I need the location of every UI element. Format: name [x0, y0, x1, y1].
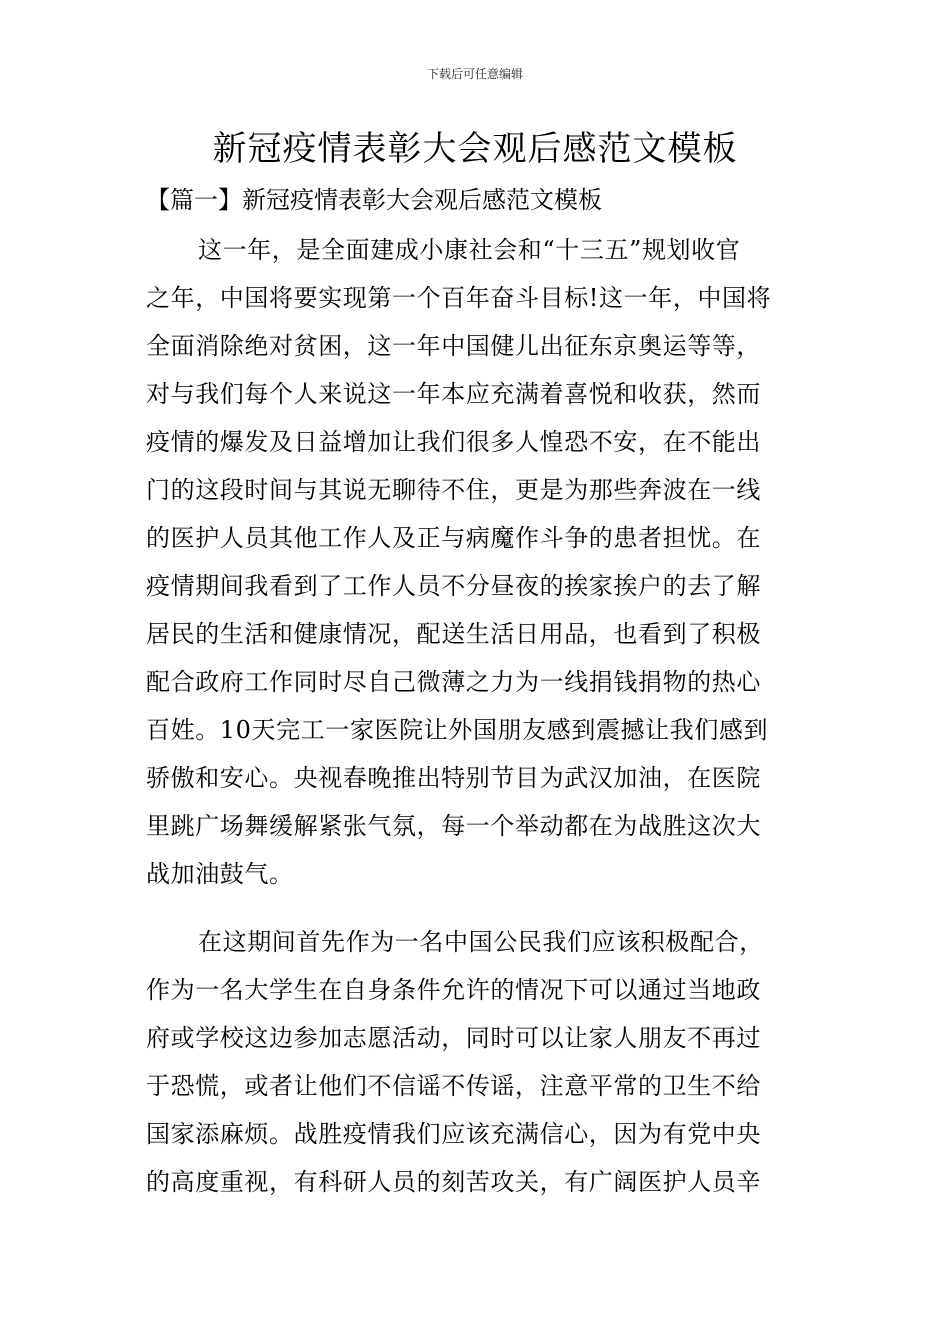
paragraph-line: 府或学校这边参加志愿活动，同时可以让家人朋友不再过 — [146, 1024, 761, 1052]
paragraph-line: 国家添麻烦。战胜疫情我们应该充满信心，因为有党中央 — [146, 1120, 761, 1148]
paragraph-line: 疫情的爆发及日益增加让我们很多人惶恐不安，在不能出 — [146, 428, 761, 456]
paragraph-1 — [146, 226, 811, 898]
paragraph-line: 在这期间首先作为一名中国公民我们应该积极配合， — [198, 928, 764, 956]
paragraph-line: 之年，中国将要实现第一个百年奋斗目标!这一年，中国将 — [146, 284, 772, 312]
paragraph-line: 战加油鼓气。 — [146, 860, 294, 888]
paragraph-line: 疫情期间我看到了工作人员不分昼夜的挨家挨户的去了解 — [146, 572, 761, 600]
paragraph-line: 骄傲和安心。央视春晚推出特别节目为武汉加油，在医院 — [146, 764, 761, 792]
paragraph-2 — [146, 918, 811, 1206]
paragraph-line: 百姓。10天完工一家医院让外国朋友感到震撼让我们感到 — [146, 716, 769, 744]
paragraph-line: 对与我们每个人来说这一年本应充满着喜悦和收获，然而 — [146, 380, 761, 408]
section-heading: 【篇一】新冠疫情表彰大会观后感范文模板 — [146, 186, 602, 214]
paragraph-line: 作为一名大学生在自身条件允许的情况下可以通过当地政 — [146, 976, 761, 1004]
paragraph-line: 于恐慌，或者让他们不信谣不传谣，注意平常的卫生不给 — [146, 1072, 761, 1100]
paragraph-line: 居民的生活和健康情况，配送生活日用品，也看到了积极 — [146, 620, 761, 648]
paragraph-line: 配合政府工作同时尽自己微薄之力为一线捐钱捐物的热心 — [146, 668, 761, 696]
paragraph-line: 全面消除绝对贫困，这一年中国健儿出征东京奥运等等， — [146, 332, 761, 360]
paragraph-line: 的高度重视，有科研人员的刻苦攻关，有广阔医护人员辛 — [146, 1168, 761, 1196]
page-header-note: 下载后可任意编辑 — [426, 67, 523, 81]
paragraph-line: 的医护人员其他工作人及正与病魔作斗争的患者担忧。在 — [146, 524, 761, 552]
paragraph-line: 这一年，是全面建成小康社会和“十三五”规划收官 — [198, 236, 741, 264]
document-title: 新冠疫情表彰大会观后感范文模板 — [212, 129, 738, 169]
paragraph-line: 里跳广场舞缓解紧张气氛，每一个举动都在为战胜这次大 — [146, 812, 761, 840]
paragraph-line: 门的这段时间与其说无聊待不住，更是为那些奔波在一线 — [146, 476, 761, 504]
